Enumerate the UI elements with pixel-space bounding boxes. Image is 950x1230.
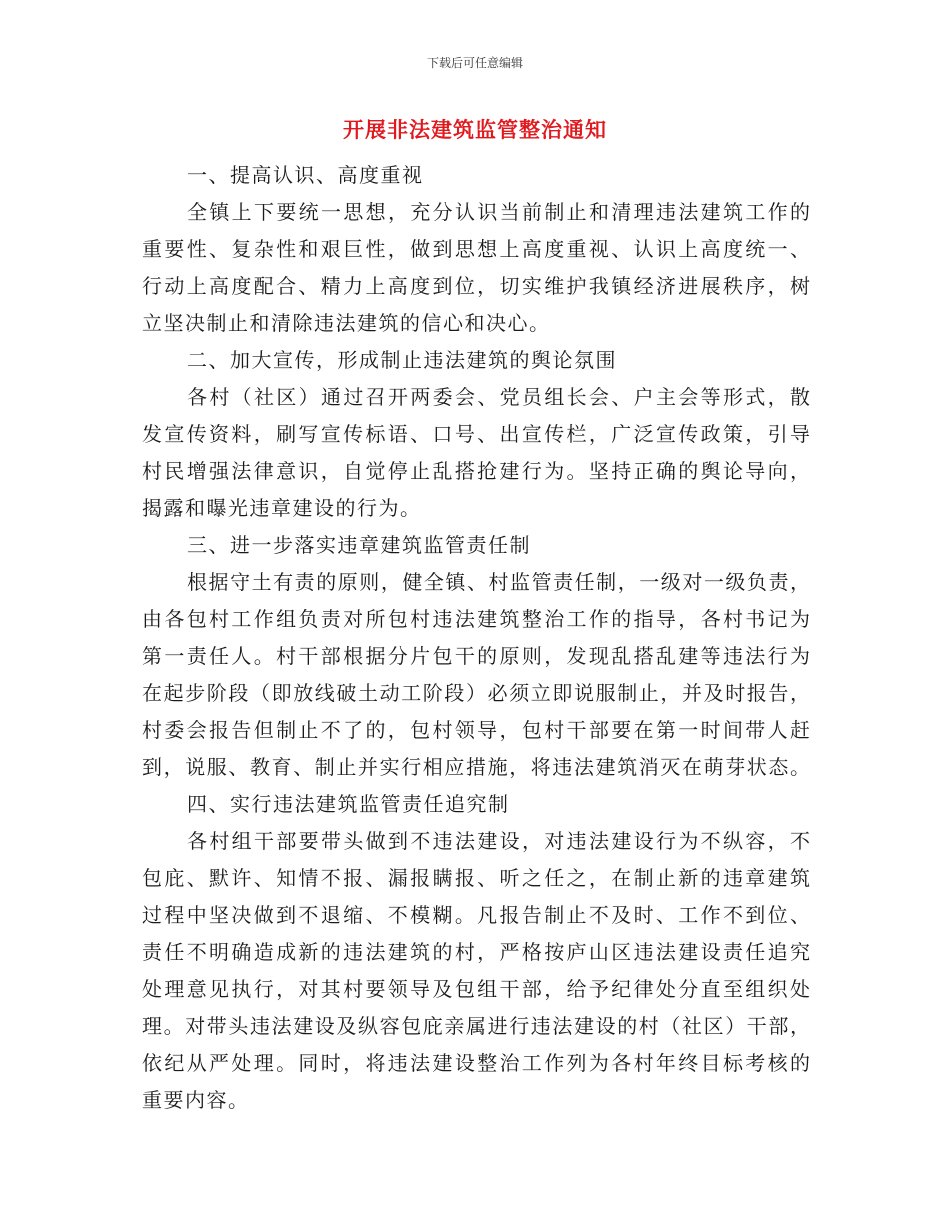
paragraph-line: 立坚决制止和清除违法建筑的信心和决心。 (142, 311, 551, 335)
paragraph-line: 第一责任人。村干部根据分片包干的原则，发现乱搭乱建等违法行为 (142, 644, 810, 668)
paragraph-line: 包庇、默许、知情不报、漏报瞒报、听之任之，在制止新的违章建筑 (142, 866, 810, 890)
paragraph-line: 责任不明确造成新的违法建筑的村，严格按庐山区违法建设责任追究 (142, 940, 810, 964)
paragraph-line: 全镇上下要统一思想，充分认识当前制止和清理违法建筑工作的 (187, 200, 810, 224)
paragraph-line: 由各包村工作组负责对所包村违法建筑整治工作的指导，各村书记为 (142, 607, 810, 631)
paragraph-line: 重要内容。 (142, 1088, 250, 1112)
paragraph-line: 过程中坚决做到不退缩、不模糊。凡报告制止不及时、工作不到位、 (142, 903, 810, 927)
paragraph-line: 在起步阶段（即放线破土动工阶段）必须立即说服制止，并及时报告， (142, 681, 810, 705)
paragraph-line: 村民增强法律意识，自觉停止乱搭抢建行为。坚持正确的舆论导向， (142, 459, 810, 483)
paragraph-line: 村委会报告但制止不了的，包村领导，包村干部要在第一时间带人赶 (142, 718, 810, 742)
paragraph-line: 处理意见执行，对其村要领导及包组干部，给予纪律处分直至组织处 (142, 977, 810, 1001)
paragraph-line: 理。对带头违法建设及纵容包庇亲属进行违法建设的村（社区）干部， (142, 1014, 810, 1038)
section-heading: 三、进一步落实违章建筑监管责任制 (187, 533, 531, 557)
section-heading: 二、加大宣传，形成制止违法建筑的舆论氛围 (187, 348, 617, 372)
paragraph-line: 根据守土有责的原则，健全镇、村监管责任制，一级对一级负责， (187, 570, 810, 594)
paragraph-line: 发宣传资料，刷写宣传标语、口号、出宣传栏，广泛宣传政策，引导 (142, 422, 810, 446)
document-title: 开展非法建筑监管整治通知 (343, 117, 607, 142)
section-heading: 四、实行违法建筑监管责任追究制 (187, 792, 510, 816)
paragraph-line: 各村组干部要带头做到不违法建设，对违法建设行为不纵容，不 (187, 829, 810, 853)
document-body (142, 157, 810, 1119)
page-header-note: 下载后可任意编辑 (426, 56, 523, 70)
paragraph-line: 到，说服、教育、制止并实行相应措施，将违法建筑消灭在萌芽状态。 (142, 755, 810, 779)
paragraph-line: 行动上高度配合、精力上高度到位，切实维护我镇经济进展秩序，树 (142, 274, 810, 298)
paragraph-line: 重要性、复杂性和艰巨性，做到思想上高度重视、认识上高度统一、 (142, 237, 810, 261)
section-heading: 一、提高认识、高度重视 (187, 163, 424, 187)
paragraph-line: 各村（社区）通过召开两委会、党员组长会、户主会等形式，散 (187, 385, 810, 409)
paragraph-line: 揭露和曝光违章建设的行为。 (142, 496, 422, 520)
paragraph-line: 依纪从严处理。同时，将违法建设整治工作列为各村年终目标考核的 (142, 1051, 810, 1075)
